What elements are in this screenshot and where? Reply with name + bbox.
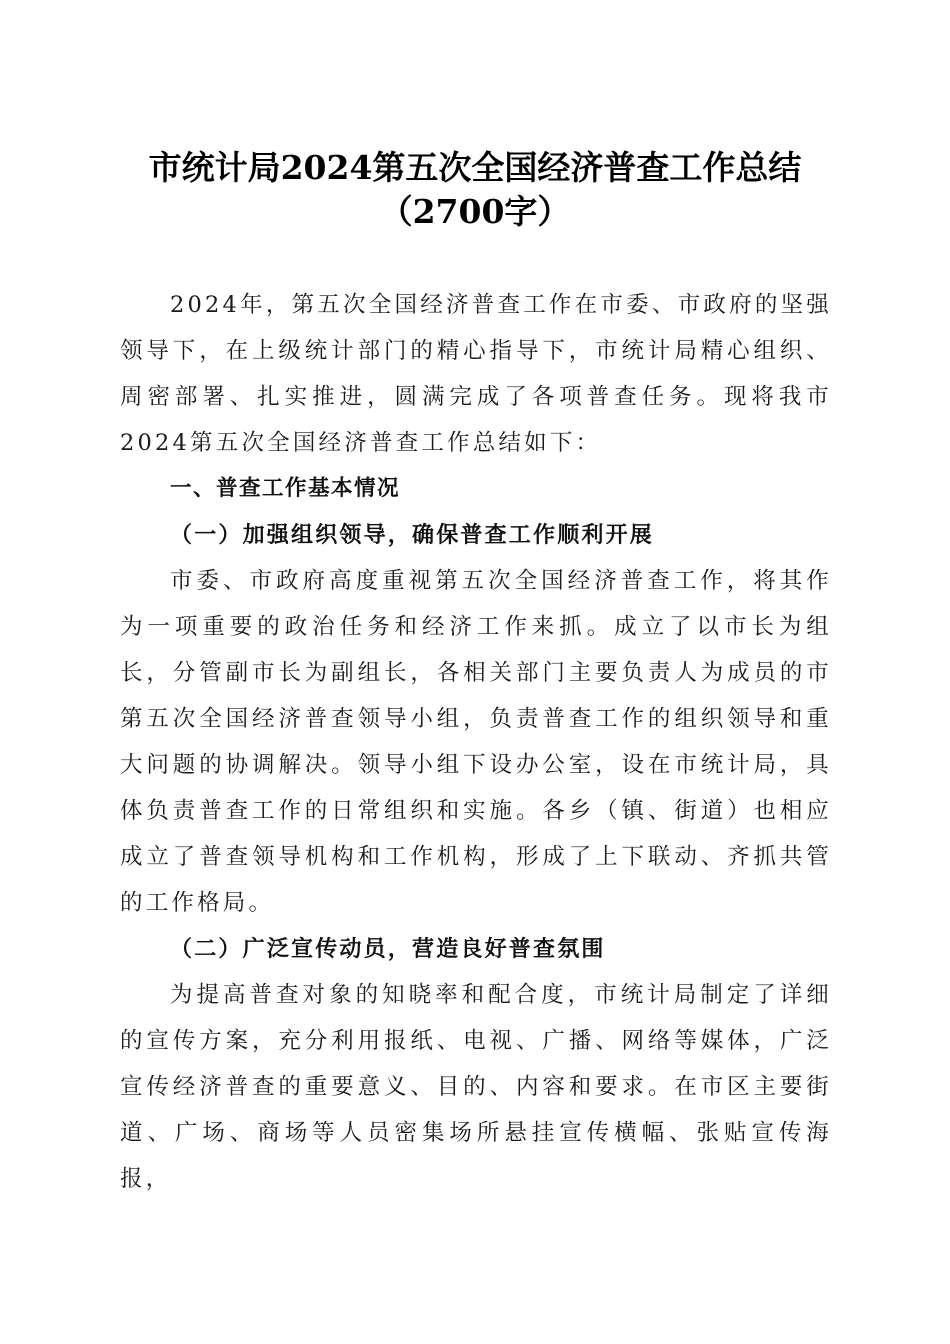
intro-paragraph: 2024年，第五次全国经济普查工作在市委、市政府的坚强领导下，在上级统计部门的精心指导下，市统计局精心组织、周密部署、扎实推进，圆满完成了各项普查任务。现将我市2024第五次全国经济普查工作总结如下： <box>120 292 832 456</box>
document-title: 市统计局2024第五次全国经济普查工作总结 <box>148 148 802 187</box>
subsection-paragraph-2: 为提高普查对象的知晓率和配合度，市统计局制定了详细的宣传方案，充分利用报纸、电视、广播、网络等媒体，广泛宣传经济普查的重要意义、目的、内容和要求。在市区主要街道、广场、商场等人员密集场所悬挂宣传横幅、张贴宣传海报， <box>120 982 832 1192</box>
subsection-heading-1: （一）加强组织领导，确保普查工作顺利开展 <box>170 522 655 548</box>
section-heading-1: 一、普查工作基本情况 <box>170 476 401 501</box>
document-body <box>120 282 832 1202</box>
subsection-heading-2: （二）广泛宣传动员，营造良好普查氛围 <box>170 936 606 962</box>
subsection-paragraph-1: 市委、市政府高度重视第五次全国经济普查工作，将其作为一项重要的政治任务和经济工作来抓。成立了以市长为组长，分管副市长为副组长，各相关部门主要负责人为成员的市第五次全国经济普查领导小组，负责普查工作的组织领导和重大问题的协调解决。领导小组下设办公室，设在市统计局，具体负责普查工作的日常组织和实施。各乡（镇、街道）也相应成立了普查领导机构和工作机构，形成了上下联动、齐抓共管的工作格局。 <box>120 568 832 916</box>
document-subtitle: （2700字） <box>379 192 571 231</box>
